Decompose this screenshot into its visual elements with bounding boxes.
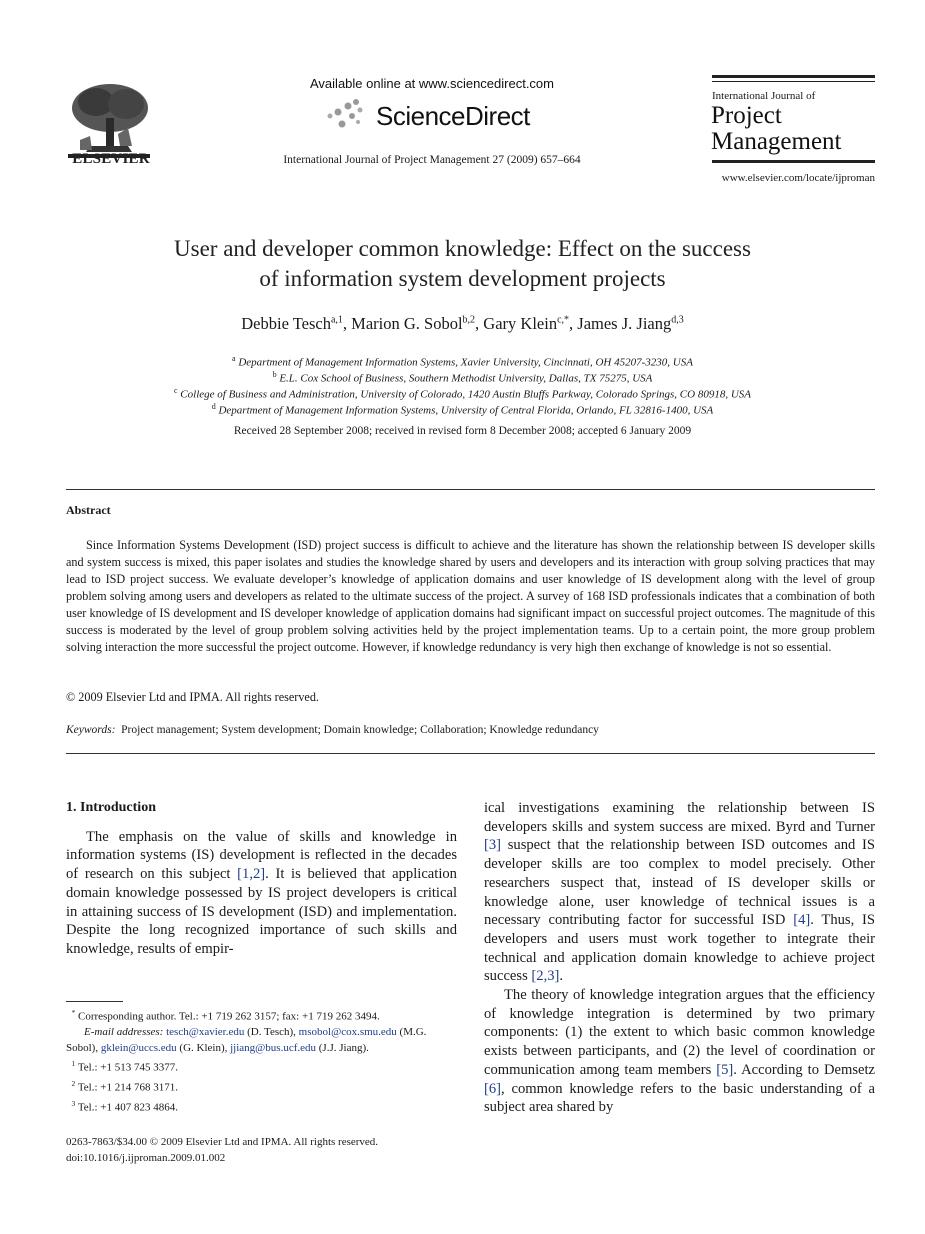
abstract-rule-top bbox=[66, 489, 875, 490]
footnote-2 bbox=[66, 1076, 457, 1096]
affil-text: College of Business and Administration, University of Colorado, 1420 Austin Bluffs Parkway, Colorado Springs, CO 80918, USA bbox=[180, 388, 751, 401]
author-sup: a,1 bbox=[330, 314, 343, 326]
abstract-rule-bottom bbox=[66, 753, 875, 754]
text-run: The emphasis on the value of skills and knowledge in information systems (IS) development is reflected in the decades of research on this subject bbox=[66, 828, 457, 883]
column-right bbox=[484, 799, 875, 1117]
paragraph bbox=[66, 828, 457, 959]
affil-mark: b bbox=[272, 370, 277, 379]
email-link[interactable]: tesch@xavier.edu bbox=[166, 1026, 245, 1039]
article-title bbox=[60, 234, 865, 294]
keywords-list: Project management; System development; Domain knowledge; Collaboration; Knowledge redundancy bbox=[121, 724, 599, 736]
issn-line: 0263-7863/$34.00 © 2009 Elsevier Ltd and IPMA. All rights reserved. bbox=[66, 1136, 379, 1148]
author-name[interactable]: Marion G. Sobol bbox=[351, 314, 463, 333]
sciencedirect-dots-icon bbox=[326, 96, 366, 132]
footnote-rule bbox=[66, 1001, 123, 1002]
text-run: The theory of knowledge integration argues that the efficiency of knowledge integration is determined by two primary components: (1) the extent to which basic common knowledge exists between participants, and (2) the level of coordination or communication among team members bbox=[484, 987, 875, 1078]
citation-link[interactable]: [1,2] bbox=[237, 866, 266, 883]
affil-mark: a bbox=[232, 354, 236, 363]
footnote-text: Tel.: +1 407 823 4864. bbox=[77, 1102, 178, 1115]
footnote-mark: 1 bbox=[71, 1059, 76, 1069]
publisher-name: ELSEVIER bbox=[72, 151, 150, 167]
paragraph bbox=[484, 986, 875, 1117]
footnote-mark: 3 bbox=[71, 1099, 76, 1109]
author-name[interactable]: Debbie Tesch bbox=[241, 314, 331, 333]
email-owner: (D. Tesch), bbox=[244, 1026, 299, 1039]
journal-bar-top-thin bbox=[712, 81, 875, 82]
abstract-text: Since Information Systems Development (ISD) project success is difficult to achieve and the literature has shown the relationship between IS developer skills and system success is mixed, this paper isolates and studies the knowledge shared by users and developers and its interaction with group solving practices that may lead to ISD project success. We evaluate developer’s knowledge of application domains and user knowledge of IS development along with the level of group problem solving among users and developers as related to the ultimate success of the project. A survey of 168 ISD professionals indicates that a combination of both user knowledge of IS development and IS developer knowledge of application domains had significant impact on successful project outcomes. The magnitude of this success is moderated by the level of group problem solving activities held by the project implementation teams. Up to a certain point, the more group problem solving interaction the more successful the project outcome. However, if knowledge redundancy is very high then exchange of knowledge is not so essential. bbox=[66, 538, 875, 654]
abstract-copyright: © 2009 Elsevier Ltd and IPMA. All rights reserved. bbox=[66, 690, 319, 704]
text-run: . According to Demsetz bbox=[733, 1061, 876, 1078]
paragraph bbox=[484, 799, 875, 986]
text-run: . It is believed that application domain knowledge possessed by IS project developers is critical in attaining success of IS development (ISD) and implementation. Despite the long recognized importance of such skills and knowledge, results of empir- bbox=[66, 866, 457, 957]
footnotes bbox=[66, 1005, 457, 1117]
title-line-1: User and developer common knowledge: Effect on the success bbox=[174, 236, 751, 261]
email-owner: (M.G. Sobol), bbox=[66, 1026, 427, 1054]
author-name[interactable]: Gary Klein bbox=[483, 314, 558, 333]
text-run: . bbox=[559, 968, 564, 985]
sciencedirect-wordmark: ScienceDirect bbox=[376, 101, 530, 131]
title-line-2: of information system development projects bbox=[259, 266, 666, 291]
footnote-mark: * bbox=[71, 1008, 76, 1017]
citation-link[interactable]: [5] bbox=[716, 1061, 734, 1078]
author-sep: , bbox=[475, 314, 484, 333]
publication-info bbox=[66, 1134, 378, 1166]
journal-name bbox=[711, 103, 881, 155]
abstract-heading: Abstract bbox=[66, 503, 111, 517]
footnote-1 bbox=[66, 1056, 457, 1076]
affiliation-d bbox=[40, 399, 885, 419]
footnote-3 bbox=[66, 1096, 457, 1116]
author-list bbox=[60, 314, 865, 334]
email-link[interactable]: msobol@cox.smu.edu bbox=[298, 1026, 397, 1039]
available-online[interactable]: Available online at www.sciencedirect.com bbox=[310, 76, 554, 91]
footnote-emails bbox=[66, 1025, 457, 1056]
journal-url[interactable]: www.elsevier.com/locate/ijproman bbox=[721, 172, 875, 184]
email-owner: (G. Klein), bbox=[176, 1041, 231, 1054]
author-name[interactable]: James J. Jiang bbox=[577, 314, 672, 333]
citation-link[interactable]: [3] bbox=[484, 837, 502, 854]
keywords bbox=[66, 724, 599, 736]
footnote-text: Corresponding author. Tel.: +1 719 262 3157; fax: +1 719 262 3494. bbox=[78, 1010, 380, 1023]
affil-mark: c bbox=[173, 386, 178, 395]
text-run: , common knowledge refers to the basic understanding of a subject area shared by bbox=[484, 1080, 875, 1116]
journal-intl-label: International Journal of bbox=[712, 90, 816, 102]
citation-link[interactable]: [4] bbox=[793, 912, 811, 929]
author-sep: , bbox=[342, 314, 352, 333]
column-left bbox=[66, 799, 457, 959]
footnote-corresponding bbox=[66, 1005, 457, 1025]
affil-text: Department of Management Information Systems, University of Central Florida, Orlando, FL 32816-1400, USA bbox=[218, 404, 714, 417]
footnote-mark: 2 bbox=[71, 1079, 76, 1089]
section-heading: 1. Introduction bbox=[66, 800, 156, 815]
affil-mark: d bbox=[211, 402, 216, 411]
author-sup: c,* bbox=[557, 314, 570, 326]
journal-name-line1: Project bbox=[711, 102, 782, 129]
text-run: suspect that the relationship between ISD outcomes and IS developer skills are too complex to model precisely. Other researchers suspect that, instead of IS developer skills or knowledge alone, user knowledge of technical issues is a necessary contributing factor for successful ISD bbox=[484, 837, 875, 929]
citation-link[interactable]: [6] bbox=[484, 1080, 502, 1097]
text-run: ical investigations examining the relationship between IS developers skills and system success are mixed. Byrd and Turner bbox=[484, 800, 875, 835]
text-run: . Thus, IS developers and users must work together to integrate their technical and application domain knowledge to achieve project success bbox=[484, 912, 875, 985]
author-sup: b,2 bbox=[462, 314, 476, 326]
footnote-text: Tel.: +1 513 745 3377. bbox=[77, 1061, 178, 1074]
received-dates: Received 28 September 2008; received in revised form 8 December 2008; accepted 6 January 2009 bbox=[233, 425, 692, 437]
affil-text: E.L. Cox School of Business, Southern Methodist University, Dallas, TX 75275, USA bbox=[279, 372, 653, 385]
doi-line[interactable]: doi:10.1016/j.ijproman.2009.01.002 bbox=[66, 1152, 226, 1164]
email-link[interactable]: jjiang@bus.ucf.edu bbox=[230, 1041, 317, 1054]
journal-bar-bottom bbox=[712, 160, 875, 163]
journal-citation: International Journal of Project Management 27 (2009) 657–664 bbox=[283, 154, 581, 166]
footnote-text: Tel.: +1 214 768 3171. bbox=[77, 1081, 178, 1094]
keywords-label: Keywords: bbox=[66, 724, 116, 736]
journal-bar-top bbox=[712, 75, 875, 78]
email-link[interactable]: gklein@uccs.edu bbox=[100, 1041, 177, 1054]
email-owner: (J.J. Jiang). bbox=[316, 1041, 369, 1054]
journal-name-line2: Management bbox=[711, 128, 842, 155]
citation-link[interactable]: [2,3] bbox=[531, 968, 560, 985]
author-sep: , bbox=[569, 314, 578, 333]
affil-text: Department of Management Information Systems, Xavier University, Cincinnati, OH 45207-3230, USA bbox=[238, 356, 693, 369]
author-sup: d,3 bbox=[671, 314, 684, 326]
email-label: E-mail addresses: bbox=[84, 1026, 164, 1039]
